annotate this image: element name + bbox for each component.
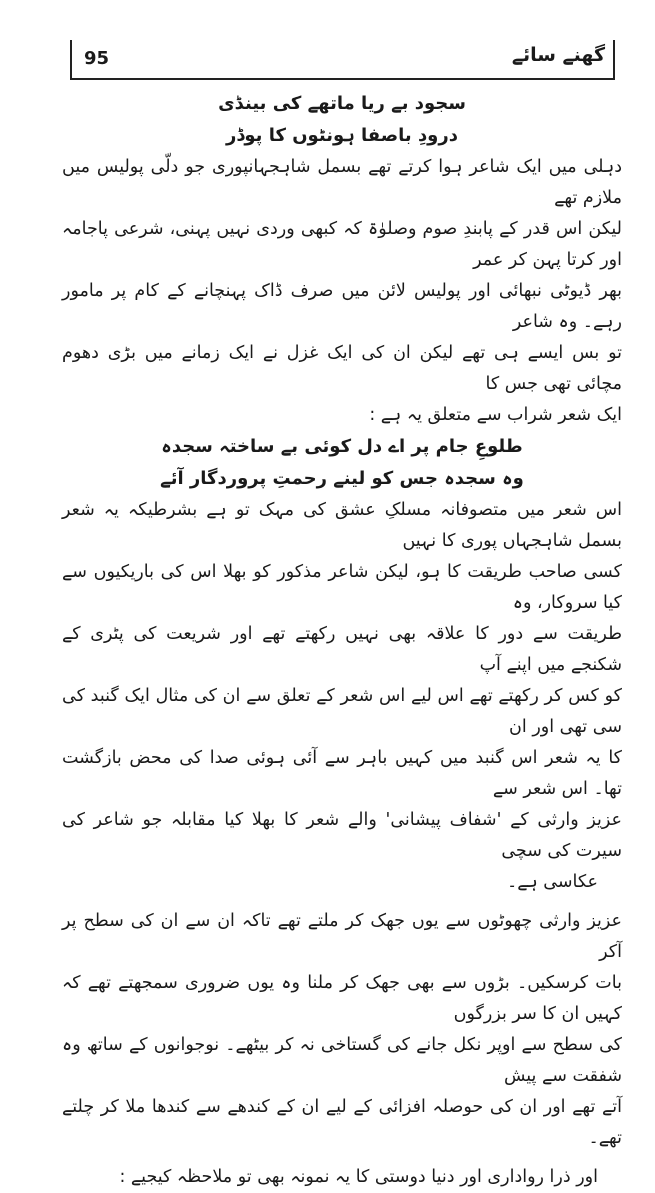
verse-line: درودِ باصفا ہونٹوں کا پوڈر [226,125,458,146]
text-line: عزیز وارثی کے 'شفاف پیشانی' والے شعر کا بھلا کیا مقابلہ جو شاعر کی سیرت کی سچی [62,810,622,861]
text-line: بھر ڈیوٹی نبھائی اور پولیس لائن میں صرف ڈاک پہنچانے کے کام پر مامور رہے۔ وہ شاعر [62,281,622,332]
page-number: 95 [84,48,110,69]
verse-line: وہ سجدہ جس کو لینے رحمتِ پروردگار آئے [160,468,524,489]
page-header [70,40,615,80]
text-line: کو کس کر رکھتے تھے اس لیے اس شعر کے تعلق سے ان کی مثال ایک گنبد کی سی تھی اور ان [62,686,622,737]
text-line: کسی صاحب طریقت کا ہو، لیکن شاعر مذکور کو بھلا اس کی باریکیوں سے کیا سروکار، وہ [62,562,622,613]
verse-line: طلوعِ جام پر اے دل کوئی بے ساختہ سجدہ [161,436,523,457]
text-line: اس شعر میں متصوفانہ مسلکِ عشق کی مہک تو ہے بشرطیکہ یہ شعر بسمل شاہجہاں پوری کا نہیں [62,500,622,551]
text-line: بات کرسکیں۔ بڑوں سے بھی جھک کر ملنا وہ یوں ضروری سمجھتے تھے کہ کہیں ان کا سر بزرگوں [62,973,622,1024]
page-body [62,88,622,1193]
verse-line: سجود بے ریا ماتھے کی بینڈی [218,93,466,114]
text-line: ایک شعر شراب سے متعلق یہ ہے : [369,405,622,425]
text-line: اور ذرا رواداری اور دنیا دوستی کا یہ نمونہ بھی تو ملاحظہ کیجیے : [119,1167,598,1187]
text-line: آتے تھے اور ان کی حوصلہ افزائی کے لیے ان کے کندھے سے کندھا ملا کر چلتے تھے۔ [62,1097,622,1148]
text-line: کی سطح سے اوپر نکل جانے کی گستاخی نہ کر بیٹھے۔ نوجوانوں کے ساتھ وہ شفقت سے پیش [62,1035,622,1086]
text-line: کا یہ شعر اس گنبد میں کہیں باہر سے آئی ہوئی صدا کی محض بازگشت تھا۔ اس شعر سے [62,748,622,799]
text-line: طریقت سے دور کا علاقہ بھی نہیں رکھتے تھے اور شریعت کی پٹری کے شکنجے میں اپنے آپ [62,624,622,675]
book-title: گھنے سائے [511,44,605,66]
text-line: لیکن اس قدر کے پابندِ صوم وصلوٰۃ کہ کبھی وردی نہیں پہنی، شرعی پاجامہ اور کرتا پہن کر عمر [62,219,622,270]
text-line: عکاسی ہے۔ [506,872,598,892]
text-line: دہلی میں ایک شاعر ہوا کرتے تھے بسمل شاہجہانپوری جو دلّی پولیس میں ملازم تھے [62,157,622,208]
text-line: عزیز وارثی چھوٹوں سے یوں جھک کر ملتے تھے تاکہ ان سے ان کی سطح پر آکر [62,911,622,962]
text-line: تو بس ایسے ہی تھے لیکن ان کی ایک غزل نے ایک زمانے میں بڑی دھوم مچائی تھی جس کا [62,343,622,394]
